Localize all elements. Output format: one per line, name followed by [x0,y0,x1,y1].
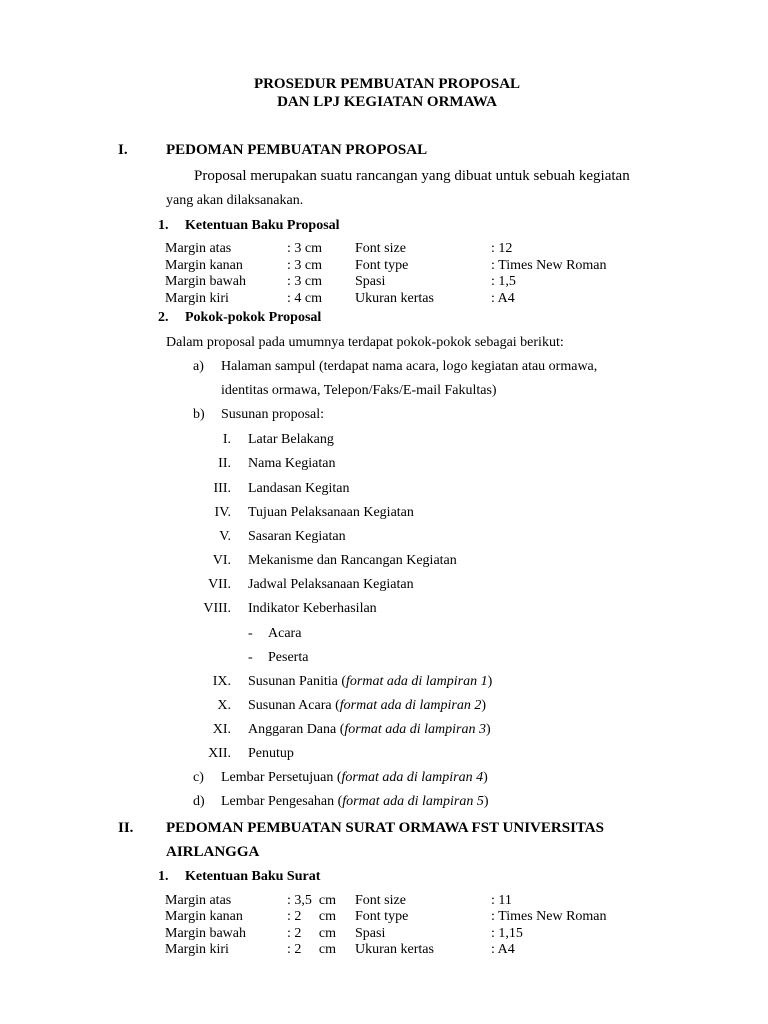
table-cell-label: Font type [355,258,409,273]
roman-numeral: X. [217,698,231,713]
table-cell-label: Margin atas [165,241,232,256]
section-2-numeral: II. [118,820,134,836]
roman-numeral: IX. [212,674,231,689]
list-item-close: ) [481,698,487,713]
table-cell-label: Spasi [355,926,386,941]
item-c-text: Lembar Persetujuan ( [221,770,342,785]
table-cell-value: : 2 cm [287,926,336,941]
list-item: Mekanisme dan Rancangan Kegiatan [248,553,457,568]
table-cell-label: Margin atas [165,893,232,908]
section-1-numeral: I. [118,142,128,158]
item-c-note: format ada di lampiran 4 [341,770,484,785]
section-1-intro-line-2: yang akan dilaksanakan. [166,193,304,208]
table-cell-label: Margin kanan [165,909,243,924]
document-title-line-2: DAN LPJ KEGIATAN ORMAWA [277,94,497,110]
table-cell-label: Margin bawah [165,926,246,941]
section-1-intro-line-1: Proposal merupakan suatu rancangan yang dibuat untuk sebuah kegiatan [194,168,630,184]
indikator-item: Acara [268,626,302,641]
section-1-heading: PEDOMAN PEMBUATAN PROPOSAL [166,142,428,158]
table-cell-value: : Times New Roman [491,258,607,273]
roman-numeral: I. [222,432,231,447]
document-title-line-1: PROSEDUR PEMBUATAN PROPOSAL [253,76,521,92]
table-cell-value: : 1,15 [491,926,523,941]
dash-bullet: - [248,626,253,641]
table-cell-value: : 1,5 [491,274,516,289]
roman-numeral: VII. [208,577,231,592]
roman-numeral: II. [218,456,231,471]
list-item-note: format ada di lampiran 3 [344,722,486,737]
table-cell-label: Margin kiri [165,942,229,957]
list-item: Latar Belakang [248,432,334,447]
roman-numeral: XI. [212,722,231,737]
list-item [248,723,491,737]
roman-numeral: IV. [214,505,231,520]
table-cell-value: : A4 [491,942,515,957]
list-item: Nama Kegiatan [248,456,336,471]
list-item: Indikator Keberhasilan [248,601,377,616]
table-cell-label: Font type [355,909,409,924]
list-item-note: format ada di lampiran 2 [339,698,482,713]
list-item-close: ) [487,674,493,689]
list-item-text: Anggaran Dana ( [248,722,345,737]
list-item-close: ) [485,722,491,737]
item-d [221,795,489,809]
item-c-close: ) [483,770,488,785]
list-marker-a: a) [193,359,204,374]
roman-numeral: V. [219,529,231,544]
table-cell-value: : 4 cm [287,291,322,306]
table-cell-label: Margin bawah [165,274,246,289]
list-item: Sasaran Kegiatan [248,529,346,544]
subsection-2-intro: Dalam proposal pada umumnya terdapat pokok-pokok sebagai berikut: [166,335,564,350]
item-a-line-2: identitas ormawa, Telepon/Faks/E-mail Fakultas) [221,383,497,398]
list-item-text: Susunan Panitia ( [248,674,346,689]
item-c [221,771,488,785]
list-item-text: Susunan Acara ( [248,698,340,713]
item-b-text: Susunan proposal: [221,407,325,422]
list-item: Landasan Kegitan [248,481,350,496]
table-cell-value: : 2 cm [287,909,336,924]
section-2-heading-line-2: AIRLANGGA [166,844,260,860]
table-cell-label: Font size [355,893,406,908]
section-2-heading-line-1: PEDOMAN PEMBUATAN SURAT ORMAWA FST UNIVERSITAS [166,820,604,836]
table-cell-label: Margin kiri [165,291,229,306]
subsection-2-1-heading: Ketentuan Baku Surat [185,869,321,884]
indikator-item: Peserta [268,650,309,665]
table-cell-value: : 3,5 cm [287,893,336,908]
list-item [248,699,486,713]
item-d-close: ) [483,794,489,809]
list-item: Jadwal Pelaksanaan Kegiatan [248,577,414,592]
list-item [248,675,492,689]
roman-numeral: III. [213,481,231,496]
table-cell-value: : 3 cm [287,241,322,256]
roman-numeral: VIII. [203,601,231,616]
list-marker-b: b) [193,407,205,422]
table-cell-label: Margin kanan [165,258,243,273]
subsection-1-number: 1. [158,218,169,233]
table-cell-value: : 3 cm [287,274,322,289]
table-cell-label: Ukuran kertas [355,942,434,957]
subsection-2-number: 2. [158,310,169,325]
subsection-1-heading: Ketentuan Baku Proposal [185,218,340,233]
roman-numeral: VI. [212,553,231,568]
item-d-text: Lembar Pengesahan ( [221,794,343,809]
table-cell-value: : A4 [491,291,515,306]
subsection-2-heading: Pokok-pokok Proposal [185,310,322,325]
table-cell-value: : Times New Roman [491,909,607,924]
list-item-note: format ada di lampiran 1 [346,674,488,689]
table-cell-value: : 2 cm [287,942,336,957]
list-item: Penutup [248,746,294,761]
list-item: Tujuan Pelaksanaan Kegiatan [248,505,414,520]
item-d-note: format ada di lampiran 5 [342,794,484,809]
table-cell-value: : 11 [491,893,512,908]
roman-numeral: XII. [208,746,231,761]
table-cell-value: : 3 cm [287,258,322,273]
list-marker-d: d) [193,794,205,809]
table-cell-label: Ukuran kertas [355,291,434,306]
dash-bullet: - [248,650,253,665]
table-cell-label: Font size [355,241,406,256]
subsection-2-1-number: 1. [158,869,169,884]
item-a-line-1: Halaman sampul (terdapat nama acara, logo kegiatan atau ormawa, [221,359,598,374]
table-cell-label: Spasi [355,274,386,289]
list-marker-c: c) [193,770,204,785]
table-cell-value: : 12 [491,241,513,256]
